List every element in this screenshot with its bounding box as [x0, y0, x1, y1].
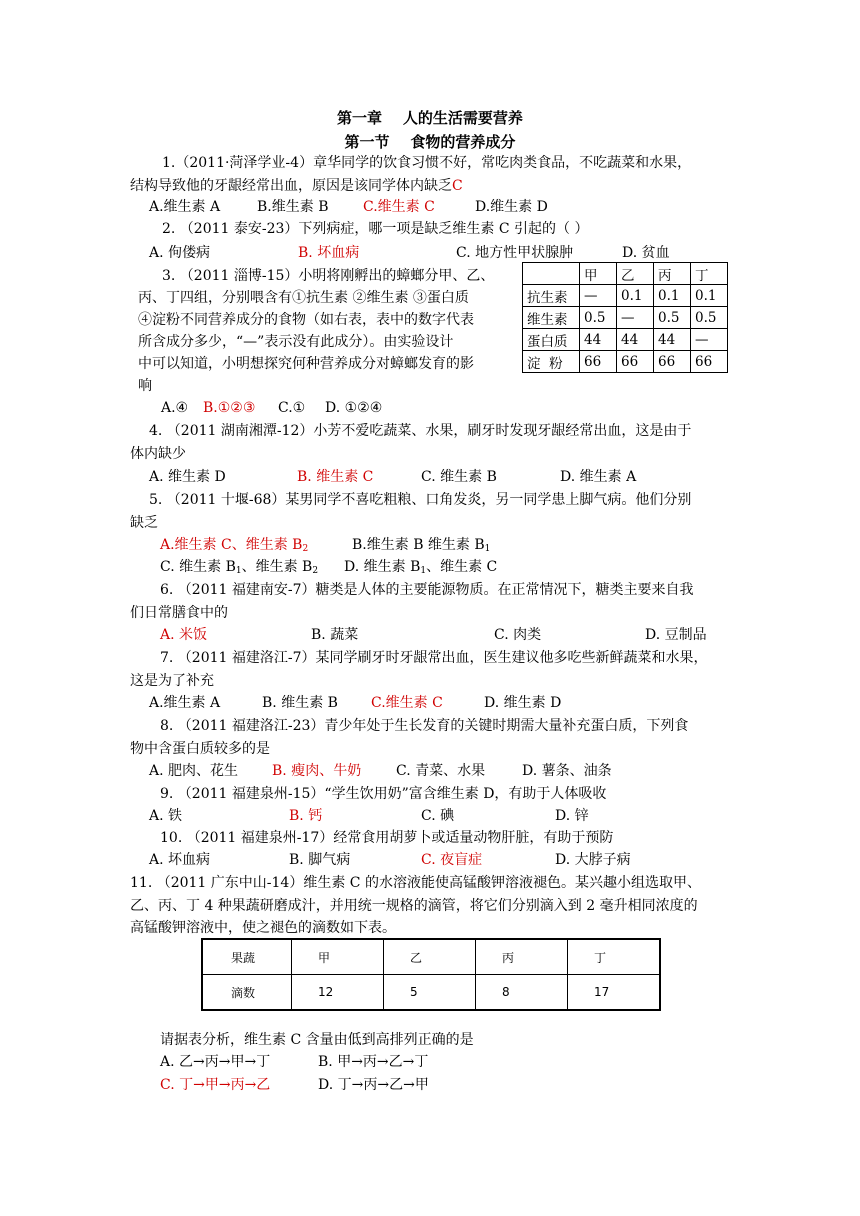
q11-drops-table: [201, 938, 661, 1011]
chapter-title: 第一章 人的生活需要营养: [337, 109, 523, 127]
q3-stem-line6: 响: [138, 378, 152, 394]
table-cell: 丙: [476, 939, 568, 975]
q11-stem-line2: 乙、丙、丁 4 种果蔬研磨成汁，并用统一规格的滴管，将它们分别滴入到 2 毫升相同浓度的: [130, 898, 698, 914]
table-cell: 0.5: [654, 307, 691, 329]
table-cell: 甲: [292, 939, 384, 975]
table-cell: 甲: [580, 263, 617, 285]
table-row: [523, 263, 728, 285]
table-row: [523, 285, 728, 307]
q1-option-c: C.维生素 C: [363, 199, 435, 215]
q3-option-d: D. ①②④: [325, 400, 383, 416]
table-cell: 0.1: [617, 285, 654, 307]
table-cell: 维生素: [523, 307, 580, 329]
q11-option-c: C. 丁→甲→丙→乙: [160, 1077, 271, 1093]
q6-option-c: C. 肉类: [494, 627, 542, 643]
q10-option-b: B. 脚气病: [289, 852, 351, 868]
q1-stem-line2: 结构导致他的牙龈经常出血，原因是该同学体内缺乏C: [130, 178, 463, 194]
table-cell: 5: [384, 975, 476, 1011]
q7-option-c: C.维生素 C: [371, 695, 443, 711]
q1-answer: C: [452, 178, 463, 194]
table-cell: 66: [654, 351, 691, 373]
q2-option-b: B. 坏血病: [298, 245, 360, 261]
q1-stem-line1: 1.（2011·菏泽学业-4）章华同学的饮食习惯不好，常吃肉类食品，不吃蔬菜和水果，: [162, 155, 692, 171]
table-cell: 抗生素: [523, 285, 580, 307]
table-cell: 66: [691, 351, 728, 373]
q4-option-c: C. 维生素 B: [421, 469, 497, 485]
q5-stem-line2: 缺乏: [130, 515, 158, 531]
table-cell: 44: [580, 329, 617, 351]
q3-stem-line1: 3. （2011 淄博-15）小明将刚孵出的蟑螂分甲、乙、: [162, 268, 495, 284]
q5-option-d: D. 维生素 $B_1$、维生素 C: [344, 559, 498, 576]
table-cell: 丙: [654, 263, 691, 285]
q3-option-c: C.①: [278, 400, 306, 416]
table-cell: —: [691, 329, 728, 351]
q8-stem-line1: 8. （2011 福建洛江-23）青少年处于生长发育的关键时期需大量补充蛋白质，下列食: [160, 718, 689, 734]
table-cell: 滴数: [202, 975, 292, 1011]
table-row: [523, 351, 728, 373]
table-cell: 66: [580, 351, 617, 373]
table-cell: 0.5: [691, 307, 728, 329]
q2-option-d: D. 贫血: [622, 245, 670, 261]
table-cell: 乙: [384, 939, 476, 975]
table-cell: [523, 263, 580, 285]
q3-stem-line5: 中可以知道，小明想探究何种营养成分对蟑螂发育的影: [138, 356, 474, 372]
q4-option-d: D. 维生素 A: [560, 469, 637, 485]
section-title: 第一节 食物的营养成分: [344, 133, 516, 151]
q7-stem-line1: 7. （2011 福建洛江-7）某同学刷牙时牙龈常出血，医生建议他多吃些新鲜蔬菜和水果，: [160, 650, 708, 666]
table-cell: 0.1: [654, 285, 691, 307]
table-row: [202, 975, 660, 1011]
q7-option-b: B. 维生素 B: [262, 695, 338, 711]
q6-option-d: D. 豆制品: [645, 627, 707, 643]
q4-stem-line1: 4. （2011 湖南湘潭-12）小芳不爱吃蔬菜、水果，刷牙时发现牙龈经常出血，这是由于: [149, 423, 692, 439]
table-cell: 蛋白质: [523, 329, 580, 351]
table-cell: 丁: [568, 939, 661, 975]
table-cell: —: [580, 285, 617, 307]
table-cell: 果蔬: [202, 939, 292, 975]
table-row: [523, 329, 728, 351]
q5-option-b: B.维生素 B 维生素 $B_1$: [352, 537, 491, 554]
q8-option-a: A. 肥肉、花生: [149, 763, 239, 779]
q9-option-d: D. 锌: [555, 808, 589, 824]
q1-option-b: B.维生素 B: [257, 199, 329, 215]
q3-stem-line4: 所含成分多少，“—”表示没有此成分）。由实验设计: [138, 334, 454, 350]
q8-stem-line2: 物中含蛋白质较多的是: [130, 741, 270, 757]
q8-option-b: B. 瘦肉、牛奶: [272, 763, 362, 779]
q11-option-d: D. 丁→丙→乙→甲: [318, 1077, 429, 1093]
table-cell: 17: [568, 975, 661, 1011]
q6-option-a: A. 米饭: [160, 627, 208, 643]
table-cell: 8: [476, 975, 568, 1011]
q10-option-a: A. 坏血病: [149, 852, 211, 868]
table-cell: 淀 粉: [523, 351, 580, 373]
table-cell: 乙: [617, 263, 654, 285]
table-cell: 12: [292, 975, 384, 1011]
q9-option-b: B. 钙: [289, 808, 323, 824]
q4-stem-line2: 体内缺少: [130, 446, 186, 462]
q4-option-a: A. 维生素 D: [149, 469, 226, 485]
q8-option-d: D. 薯条、油条: [522, 763, 612, 779]
q1-option-a: A.维生素 A: [149, 199, 221, 215]
table-cell: 丁: [691, 263, 728, 285]
q5-option-c: C. 维生素 $B_1$、维生素 $B_2$: [160, 559, 319, 576]
q4-option-b: B. 维生素 C: [297, 469, 374, 485]
q3-nutrient-table: [522, 262, 728, 373]
table-cell: 44: [654, 329, 691, 351]
table-cell: 0.5: [580, 307, 617, 329]
q2-option-a: A. 佝偻病: [149, 245, 211, 261]
q6-stem-line2: 们日常膳食中的: [130, 605, 228, 621]
q6-stem-line1: 6. （2011 福建南安-7）糖类是人体的主要能源物质。在正常情况下，糖类主要来自我: [160, 582, 694, 598]
q11-option-b: B. 甲→丙→乙→丁: [318, 1054, 429, 1070]
q6-option-b: B. 蔬菜: [311, 627, 359, 643]
q7-option-a: A.维生素 A: [149, 695, 221, 711]
q10-option-d: D. 大脖子病: [555, 852, 631, 868]
q5-stem-line1: 5. （2011 十堰-68）某男同学不喜吃粗粮、口角发炎，另一同学患上脚气病。他们分别: [149, 492, 692, 508]
q3-stem-line3: ④淀粉不同营养成分的食物（如右表，表中的数字代表: [138, 312, 474, 328]
table-row: [523, 307, 728, 329]
table-cell: 44: [617, 329, 654, 351]
q3-option-a: A.④: [161, 400, 189, 416]
q2-stem: 2. （2011 泰安-23）下列病症，哪一项是缺乏维生素 C 引起的（ ）: [162, 221, 589, 237]
q11-stem-line1: 11. （2011 广东中山-14）维生素 C 的水溶液能使高锰酸钾溶液褪色。某兴趣小组选取甲、: [130, 875, 701, 891]
q11-stem-line3: 高锰酸钾溶液中，使之褪色的滴数如下表。: [130, 920, 396, 936]
q7-stem-line2: 这是为了补充: [130, 673, 214, 689]
table-cell: 0.1: [691, 285, 728, 307]
q1-option-d: D.维生素 D: [475, 199, 548, 215]
q2-option-c: C. 地方性甲状腺肿: [456, 245, 574, 261]
q10-option-c: C. 夜盲症: [421, 852, 483, 868]
q3-stem-line2: 丙、丁四组，分别喂含有①抗生素 ②维生素 ③蛋白质: [138, 290, 469, 306]
q8-option-c: C. 青菜、水果: [396, 763, 486, 779]
q10-stem: 10. （2011 福建泉州-17）经常食用胡萝卜或适量动物肝脏，有助于预防: [160, 830, 614, 846]
q11-option-a: A. 乙→丙→甲→丁: [160, 1054, 271, 1070]
table-row: [202, 939, 660, 975]
q9-option-a: A. 铁: [149, 808, 183, 824]
q11-prompt: 请据表分析，维生素 C 含量由低到高排列正确的是: [160, 1032, 474, 1048]
table-cell: —: [617, 307, 654, 329]
q9-stem: 9. （2011 福建泉州-15）“学生饮用奶”富含维生素 D，有助于人体吸收: [160, 786, 607, 802]
q7-option-d: D. 维生素 D: [484, 695, 562, 711]
q9-option-c: C. 碘: [421, 808, 455, 824]
q5-option-a: A.维生素 C、维生素 $B_2$: [160, 537, 309, 554]
q3-option-b: B.①②③: [203, 400, 256, 416]
table-cell: 66: [617, 351, 654, 373]
